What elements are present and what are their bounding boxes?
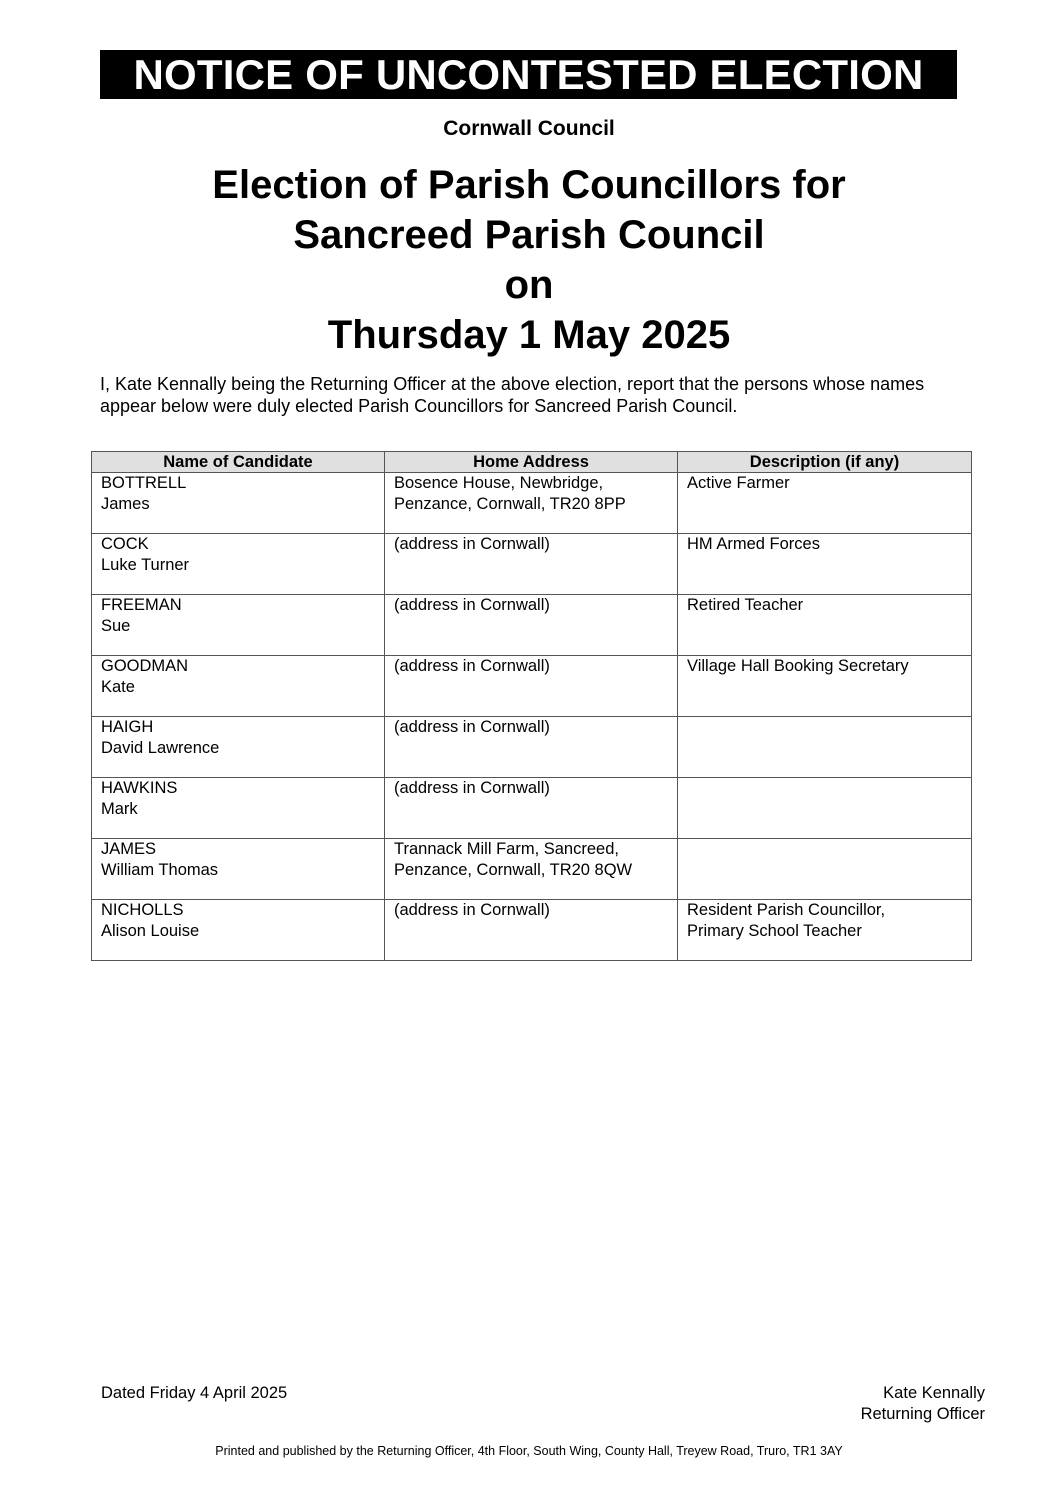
description-line: Resident Parish Councillor, bbox=[687, 901, 886, 919]
description-line: Primary School Teacher bbox=[687, 922, 862, 940]
candidate-forenames: Alison Louise bbox=[101, 922, 200, 940]
election-headline bbox=[0, 160, 1058, 360]
address-line: (address in Cornwall) bbox=[394, 657, 550, 675]
candidate-description-cell bbox=[678, 595, 972, 656]
candidate-address-cell bbox=[385, 534, 678, 595]
address-line: (address in Cornwall) bbox=[394, 718, 550, 736]
headline-line-1: Election of Parish Councillors for bbox=[212, 163, 846, 207]
address-line: (address in Cornwall) bbox=[394, 901, 550, 919]
candidate-surname: BOTTRELL bbox=[101, 474, 187, 492]
table-row bbox=[92, 595, 972, 656]
candidate-forenames: James bbox=[101, 495, 150, 513]
candidate-description-cell bbox=[678, 778, 972, 839]
candidate-name-cell bbox=[92, 839, 385, 900]
candidate-name-cell bbox=[92, 900, 385, 961]
candidate-forenames: Kate bbox=[101, 678, 135, 696]
candidate-description-cell bbox=[678, 717, 972, 778]
candidate-surname: NICHOLLS bbox=[101, 901, 184, 919]
candidate-description-cell bbox=[678, 473, 972, 534]
candidate-address-cell bbox=[385, 656, 678, 717]
candidate-address-cell bbox=[385, 717, 678, 778]
notice-banner: NOTICE OF UNCONTESTED ELECTION bbox=[100, 50, 957, 99]
address-line: (address in Cornwall) bbox=[394, 535, 550, 553]
address-line: Bosence House, Newbridge, bbox=[394, 474, 604, 492]
candidate-surname: JAMES bbox=[101, 840, 157, 858]
candidate-forenames: Sue bbox=[101, 617, 131, 635]
table-row bbox=[92, 717, 972, 778]
candidate-address-cell bbox=[385, 595, 678, 656]
candidate-surname: HAWKINS bbox=[101, 779, 178, 797]
council-name: Cornwall Council bbox=[443, 117, 615, 140]
table-row bbox=[92, 534, 972, 595]
candidate-address-cell bbox=[385, 839, 678, 900]
address-line: (address in Cornwall) bbox=[394, 596, 550, 614]
description-line: Village Hall Booking Secretary bbox=[687, 657, 909, 675]
officer-name: Kate Kennally bbox=[883, 1384, 985, 1402]
candidate-description-cell bbox=[678, 534, 972, 595]
table-header-row bbox=[92, 452, 972, 473]
header-name: Name of Candidate bbox=[92, 452, 385, 473]
dated-line: Dated Friday 4 April 2025 bbox=[101, 1384, 288, 1402]
address-line: Penzance, Cornwall, TR20 8PP bbox=[394, 495, 626, 513]
candidate-forenames: Mark bbox=[101, 800, 138, 818]
table-row bbox=[92, 656, 972, 717]
officer-title: Returning Officer bbox=[860, 1405, 985, 1423]
candidate-description-cell bbox=[678, 900, 972, 961]
headline-line-3: on bbox=[504, 263, 554, 307]
candidate-address-cell bbox=[385, 900, 678, 961]
address-line: Penzance, Cornwall, TR20 8QW bbox=[394, 861, 633, 879]
signoff bbox=[861, 1383, 985, 1425]
table-row bbox=[92, 900, 972, 961]
description-line: Active Farmer bbox=[687, 474, 790, 492]
candidate-name-cell bbox=[92, 656, 385, 717]
headline-line-2: Sancreed Parish Council bbox=[293, 213, 765, 257]
candidate-name-cell bbox=[92, 717, 385, 778]
header-description: Description (if any) bbox=[678, 452, 972, 473]
candidate-forenames: David Lawrence bbox=[101, 739, 220, 757]
candidate-description-cell bbox=[678, 656, 972, 717]
candidates-table bbox=[91, 451, 972, 961]
candidate-rows bbox=[92, 473, 972, 961]
description-line: HM Armed Forces bbox=[687, 535, 820, 553]
table-row bbox=[92, 778, 972, 839]
candidate-surname: FREEMAN bbox=[101, 596, 182, 614]
table-row bbox=[92, 473, 972, 534]
headline-line-4: Thursday 1 May 2025 bbox=[327, 313, 731, 357]
address-line: Trannack Mill Farm, Sancreed, bbox=[394, 840, 619, 858]
table-row bbox=[92, 839, 972, 900]
candidate-description-cell bbox=[678, 839, 972, 900]
candidate-forenames: Luke Turner bbox=[101, 556, 190, 574]
header-address: Home Address bbox=[385, 452, 678, 473]
candidate-address-cell bbox=[385, 778, 678, 839]
candidate-forenames: William Thomas bbox=[101, 861, 219, 879]
candidate-surname: HAIGH bbox=[101, 718, 154, 736]
intro-statement: I, Kate Kennally being the Returning Officer at the above election, report that the persons whose names appear below were duly elected Parish Councillors for Sancreed Parish Council. bbox=[100, 374, 925, 416]
candidate-name-cell bbox=[92, 595, 385, 656]
candidate-address-cell bbox=[385, 473, 678, 534]
candidate-name-cell bbox=[92, 778, 385, 839]
description-line: Retired Teacher bbox=[687, 596, 804, 614]
candidate-name-cell bbox=[92, 473, 385, 534]
candidate-name-cell bbox=[92, 534, 385, 595]
address-line: (address in Cornwall) bbox=[394, 779, 550, 797]
candidate-surname: GOODMAN bbox=[101, 657, 189, 675]
candidate-surname: COCK bbox=[101, 535, 149, 553]
imprint: Printed and published by the Returning Officer, 4th Floor, South Wing, County Hall, Treyew Road, Truro, TR1 3AY bbox=[215, 1444, 843, 1458]
